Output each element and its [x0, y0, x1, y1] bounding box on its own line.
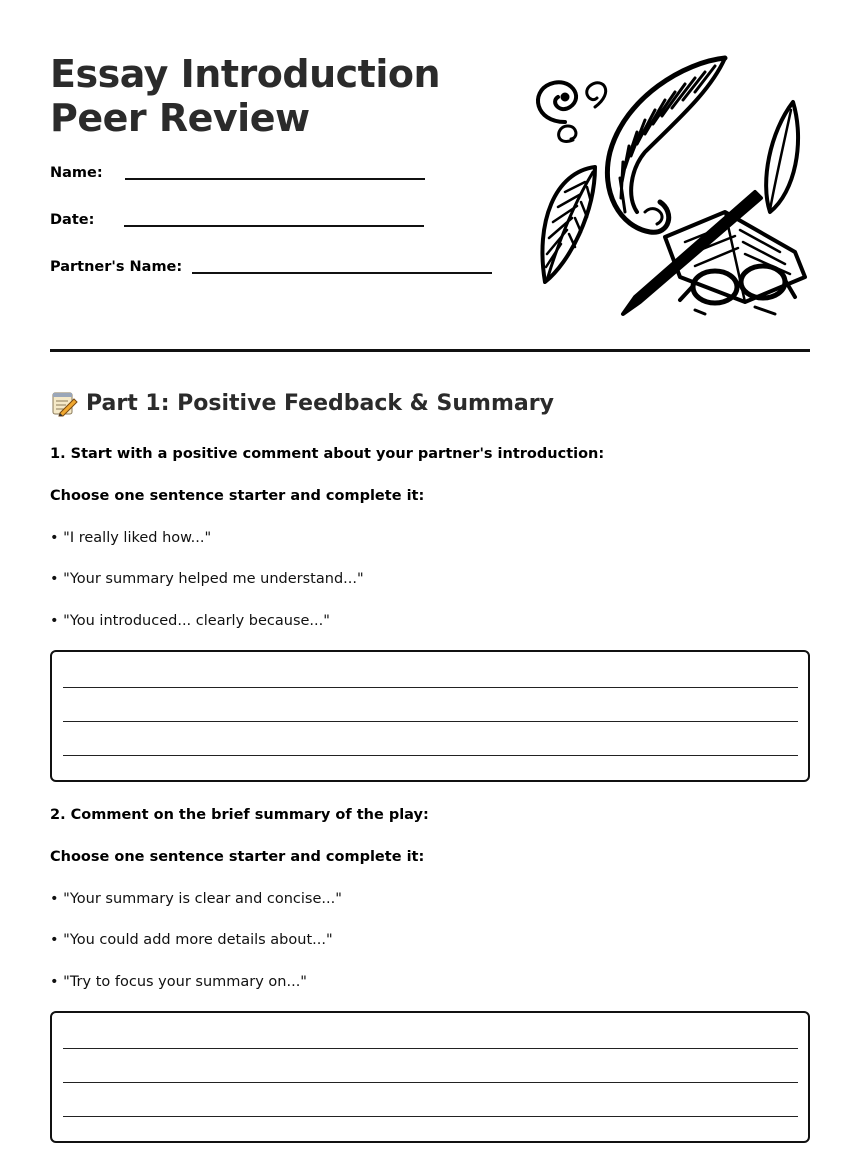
sentence-starter: • "Your summary is clear and concise..." [50, 891, 342, 907]
partner-name-label: Partner's Name: [50, 259, 183, 275]
part1-heading-text: Part 1: Positive Feedback & Summary [86, 390, 554, 416]
partner-field-row [50, 259, 492, 275]
partner-name-field[interactable] [192, 272, 492, 274]
answer-line [63, 1048, 798, 1049]
sentence-starter: • "You introduced... clearly because..." [50, 613, 330, 629]
answer-box-2[interactable] [50, 1011, 810, 1143]
header-divider [50, 349, 810, 352]
page-title: Essay Introduction Peer Review [50, 52, 440, 140]
answer-line [63, 1116, 798, 1117]
name-field-row [50, 165, 425, 181]
sentence-starter: • "Try to focus your summary on..." [50, 974, 307, 990]
sentence-starter: • "I really liked how..." [50, 530, 212, 546]
quill-book-illustration [525, 52, 810, 327]
sentence-starter: • "You could add more details about..." [50, 932, 333, 948]
question-1-instruction: Choose one sentence starter and complete it: [50, 488, 425, 504]
date-field[interactable] [124, 225, 424, 227]
date-label: Date: [50, 212, 95, 228]
answer-line [63, 687, 798, 688]
answer-box-1[interactable] [50, 650, 810, 782]
date-field-row [50, 212, 424, 228]
memo-icon [50, 389, 78, 417]
answer-line [63, 721, 798, 722]
name-field[interactable] [125, 178, 425, 180]
answer-line [63, 1082, 798, 1083]
question-2-instruction: Choose one sentence starter and complete it: [50, 849, 425, 865]
question-1-prompt: 1. Start with a positive comment about your partner's introduction: [50, 446, 605, 462]
name-label: Name: [50, 165, 103, 181]
answer-line [63, 755, 798, 756]
question-2-prompt: 2. Comment on the brief summary of the play: [50, 807, 429, 823]
sentence-starter: • "Your summary helped me understand..." [50, 571, 364, 587]
part1-heading [50, 389, 554, 417]
